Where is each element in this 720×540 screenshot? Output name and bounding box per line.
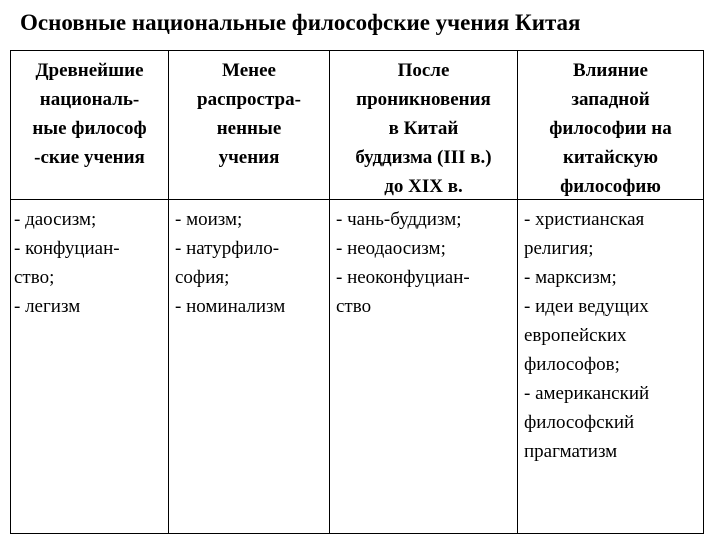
header-cell-ancient (11, 56, 168, 172)
list-item: - неоконфуциан- (336, 267, 470, 288)
list-item: - номинализм (175, 296, 286, 317)
header-line: учения (218, 147, 280, 168)
header-line: распростра- (197, 89, 301, 110)
header-line: ные философ (32, 118, 147, 139)
page-title: Основные национальные философские учения Китая (20, 10, 581, 35)
header-cell-after-buddhism (330, 56, 517, 201)
list-item: философов; (524, 354, 620, 375)
list-item: прагматизм (524, 441, 618, 462)
header-line: проникновения (356, 89, 491, 110)
header-line: китайскую (562, 147, 659, 168)
list-item: - конфуциан- (14, 238, 120, 259)
list-item: - даосизм; (14, 209, 97, 230)
header-line: до XIX в. (384, 176, 463, 197)
body-cell-less-common (175, 205, 327, 321)
header-cell-western-influence (518, 56, 703, 201)
list-item: - чань-буддизм; (336, 209, 462, 230)
header-line: Менее (222, 60, 276, 81)
header-line: После (397, 60, 450, 81)
header-cell-less-common (169, 56, 329, 172)
list-item: - неодаосизм; (336, 238, 446, 259)
header-line: -ские учения (34, 147, 145, 168)
list-item: философский (524, 412, 635, 433)
list-item: - христианская (524, 209, 645, 230)
header-line: националь- (39, 89, 140, 110)
header-line: буддизма (III в.) (355, 147, 492, 168)
list-item: религия; (524, 238, 594, 259)
list-item: - идеи ведущих (524, 296, 649, 317)
list-item: - натурфило- (175, 238, 280, 259)
list-item: европейских (524, 325, 627, 346)
body-cell-ancient (14, 205, 166, 321)
header-line: в Китай (388, 118, 459, 139)
list-item: - моизм; (175, 209, 243, 230)
list-item: софия; (175, 267, 230, 288)
header-line: философию (560, 176, 661, 197)
list-item: ство; (14, 267, 55, 288)
list-item: - марксизм; (524, 267, 617, 288)
header-line: Древнейшие (35, 60, 144, 81)
header-line: ненные (216, 118, 282, 139)
body-cell-western-influence (524, 205, 702, 466)
header-line: западной (571, 89, 650, 110)
header-line: философии на (549, 118, 672, 139)
body-cell-after-buddhism (336, 205, 516, 321)
header-line: Влияние (573, 60, 648, 81)
philosophy-table (10, 50, 704, 534)
list-item: - легизм (14, 296, 81, 317)
list-item: ство (336, 296, 372, 317)
list-item: - американский (524, 383, 650, 404)
